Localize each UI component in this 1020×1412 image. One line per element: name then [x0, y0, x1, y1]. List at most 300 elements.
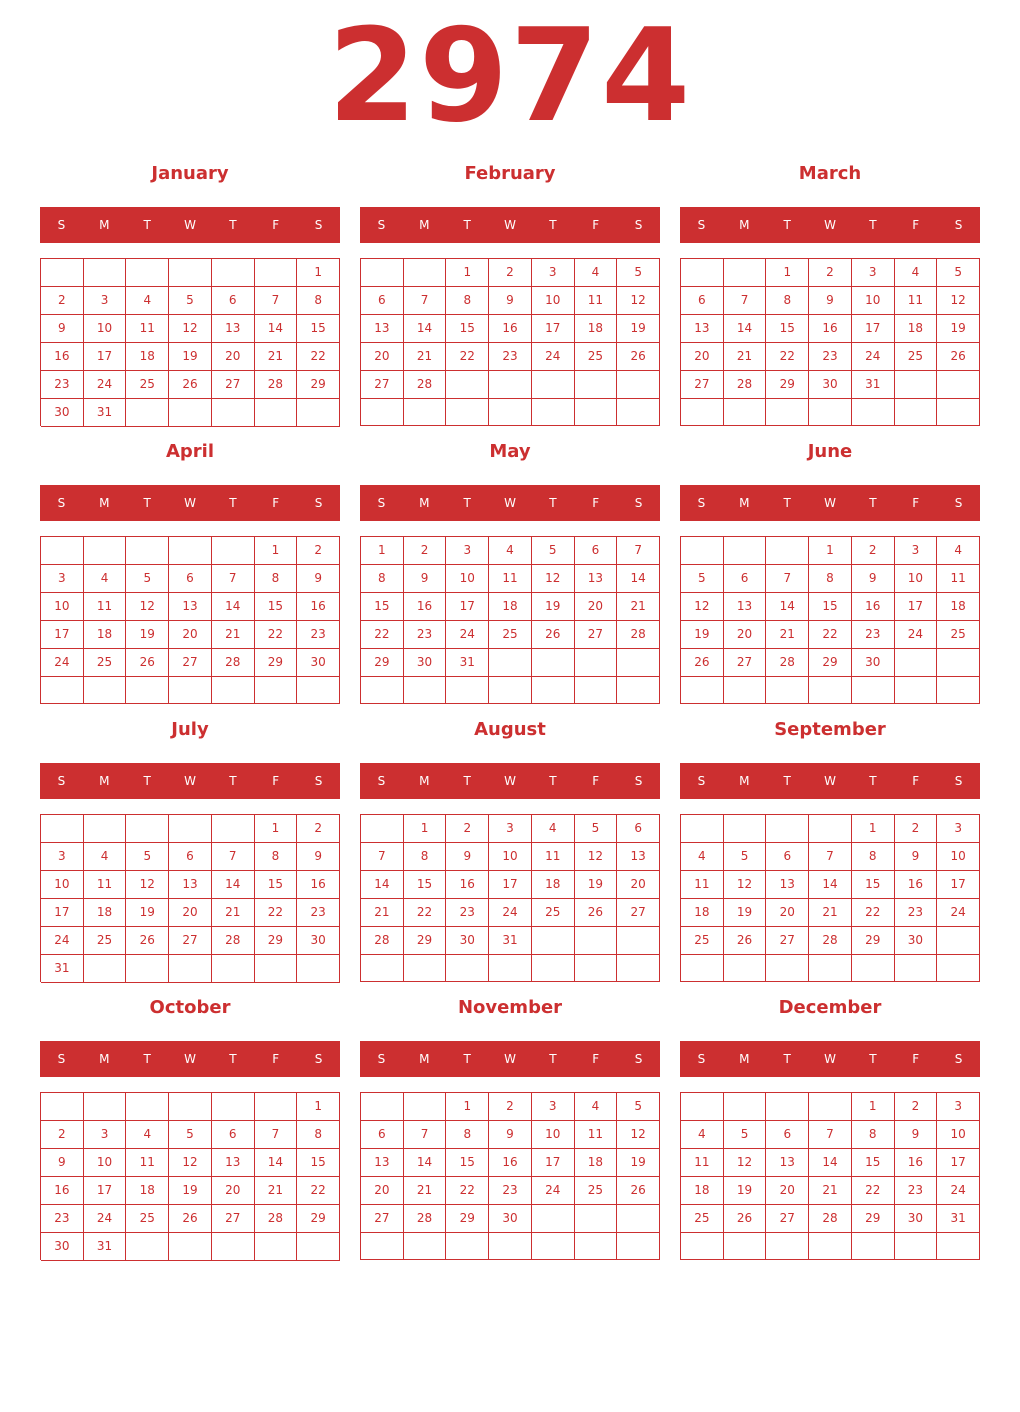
day-cell: 13: [361, 1149, 404, 1177]
empty-cell: [361, 815, 404, 843]
empty-cell: [297, 955, 340, 983]
day-cell: 7: [617, 537, 660, 565]
day-cell: 31: [446, 649, 489, 677]
day-cell: 11: [681, 1149, 724, 1177]
day-cell: 1: [297, 1093, 340, 1121]
day-cell: 3: [937, 815, 980, 843]
day-cell: 18: [126, 1177, 169, 1205]
weekday-label: T: [463, 1052, 471, 1066]
day-cell: 5: [724, 843, 767, 871]
day-cell: 17: [41, 621, 84, 649]
weekday-label: M: [419, 1052, 430, 1066]
day-cell: 11: [489, 565, 532, 593]
day-cell: 19: [681, 621, 724, 649]
empty-cell: [937, 371, 980, 399]
empty-cell: [532, 649, 575, 677]
empty-cell: [937, 1233, 980, 1260]
empty-cell: [617, 955, 660, 982]
weekday-label: S: [314, 774, 323, 788]
empty-cell: [937, 399, 980, 426]
day-cell: 19: [617, 1149, 660, 1177]
empty-cell: [766, 677, 809, 704]
empty-cell: [681, 537, 724, 565]
weekday-label: M: [99, 1052, 110, 1066]
empty-cell: [575, 1233, 618, 1260]
day-cell: 11: [84, 593, 127, 621]
day-cell: 28: [212, 927, 255, 955]
day-cell: 14: [766, 593, 809, 621]
empty-cell: [404, 1093, 447, 1121]
day-cell: 30: [895, 1205, 938, 1233]
day-cell: 20: [766, 1177, 809, 1205]
day-cell: 14: [809, 1149, 852, 1177]
day-cell: 19: [532, 593, 575, 621]
day-cell: 23: [297, 621, 340, 649]
day-cell: 8: [361, 565, 404, 593]
day-cell: 2: [41, 1121, 84, 1149]
empty-cell: [895, 677, 938, 704]
month-name: February: [464, 163, 556, 184]
day-cell: 28: [361, 927, 404, 955]
day-cell: 7: [809, 843, 852, 871]
day-cell: 14: [255, 1149, 298, 1177]
day-grid: [360, 1092, 660, 1260]
empty-cell: [446, 1233, 489, 1260]
day-cell: 21: [255, 343, 298, 371]
day-cell: 23: [809, 343, 852, 371]
day-cell: 10: [895, 565, 938, 593]
empty-cell: [84, 537, 127, 565]
empty-cell: [724, 677, 767, 704]
day-cell: 8: [852, 843, 895, 871]
day-cell: 25: [575, 343, 618, 371]
day-cell: 30: [404, 649, 447, 677]
empty-cell: [41, 815, 84, 843]
day-cell: 22: [852, 1177, 895, 1205]
empty-cell: [41, 537, 84, 565]
empty-cell: [255, 677, 298, 704]
day-cell: 27: [212, 1205, 255, 1233]
day-cell: 1: [852, 1093, 895, 1121]
day-cell: 24: [532, 1177, 575, 1205]
day-grid: [680, 536, 980, 704]
day-cell: 20: [681, 343, 724, 371]
day-cell: 14: [809, 871, 852, 899]
weekday-header: [360, 763, 660, 799]
empty-cell: [937, 955, 980, 982]
empty-cell: [84, 677, 127, 704]
day-cell: 9: [404, 565, 447, 593]
day-cell: 27: [575, 621, 618, 649]
day-cell: 15: [852, 1149, 895, 1177]
day-cell: 7: [404, 287, 447, 315]
month-name: June: [807, 441, 853, 462]
day-cell: 25: [681, 1205, 724, 1233]
day-cell: 26: [724, 927, 767, 955]
empty-cell: [255, 1093, 298, 1121]
day-cell: 31: [489, 927, 532, 955]
day-cell: 29: [852, 927, 895, 955]
day-cell: 17: [532, 315, 575, 343]
day-cell: 1: [446, 259, 489, 287]
empty-cell: [681, 259, 724, 287]
day-cell: 30: [809, 371, 852, 399]
empty-cell: [361, 677, 404, 704]
empty-cell: [681, 677, 724, 704]
day-cell: 9: [297, 843, 340, 871]
day-cell: 3: [41, 843, 84, 871]
day-cell: 4: [126, 1121, 169, 1149]
empty-cell: [575, 927, 618, 955]
day-cell: 29: [255, 927, 298, 955]
day-cell: 10: [852, 287, 895, 315]
day-cell: 28: [255, 371, 298, 399]
empty-cell: [169, 537, 212, 565]
day-cell: 9: [895, 843, 938, 871]
weekday-label: S: [57, 218, 66, 232]
day-cell: 15: [297, 315, 340, 343]
day-cell: 18: [126, 343, 169, 371]
day-cell: 16: [895, 871, 938, 899]
day-cell: 7: [809, 1121, 852, 1149]
day-cell: 8: [255, 565, 298, 593]
empty-cell: [895, 955, 938, 982]
day-cell: 15: [255, 593, 298, 621]
day-cell: 1: [255, 537, 298, 565]
empty-cell: [126, 1233, 169, 1261]
empty-cell: [126, 399, 169, 427]
day-cell: 6: [575, 537, 618, 565]
empty-cell: [297, 399, 340, 427]
day-cell: 16: [489, 1149, 532, 1177]
day-cell: 8: [852, 1121, 895, 1149]
weekday-label: F: [912, 774, 920, 788]
day-cell: 31: [41, 955, 84, 983]
day-cell: 14: [212, 593, 255, 621]
empty-cell: [169, 677, 212, 704]
weekday-label: T: [783, 218, 791, 232]
empty-cell: [361, 1093, 404, 1121]
weekday-label: T: [463, 774, 471, 788]
day-cell: 1: [809, 537, 852, 565]
day-cell: 25: [489, 621, 532, 649]
day-cell: 18: [532, 871, 575, 899]
month-name: May: [489, 441, 531, 462]
day-cell: 14: [617, 565, 660, 593]
day-cell: 8: [297, 1121, 340, 1149]
month-name: December: [778, 997, 882, 1018]
day-cell: 18: [489, 593, 532, 621]
day-cell: 22: [255, 899, 298, 927]
day-cell: 6: [169, 565, 212, 593]
day-cell: 2: [489, 259, 532, 287]
day-cell: 31: [937, 1205, 980, 1233]
empty-cell: [297, 1233, 340, 1261]
day-cell: 24: [937, 899, 980, 927]
weekday-label: S: [697, 1052, 706, 1066]
empty-cell: [212, 677, 255, 704]
weekday-label: S: [697, 218, 706, 232]
day-cell: 22: [446, 343, 489, 371]
weekday-label: F: [592, 1052, 600, 1066]
day-cell: 25: [937, 621, 980, 649]
day-cell: 19: [126, 899, 169, 927]
day-cell: 7: [404, 1121, 447, 1149]
weekday-label: M: [99, 774, 110, 788]
day-cell: 24: [446, 621, 489, 649]
empty-cell: [617, 1205, 660, 1233]
day-cell: 12: [724, 871, 767, 899]
day-cell: 16: [446, 871, 489, 899]
empty-cell: [489, 649, 532, 677]
day-cell: 15: [404, 871, 447, 899]
day-cell: 6: [766, 1121, 809, 1149]
day-cell: 5: [126, 843, 169, 871]
day-cell: 27: [766, 927, 809, 955]
empty-cell: [126, 1093, 169, 1121]
empty-cell: [126, 955, 169, 983]
day-cell: 24: [532, 343, 575, 371]
empty-cell: [446, 371, 489, 399]
day-cell: 6: [169, 843, 212, 871]
empty-cell: [169, 259, 212, 287]
empty-cell: [724, 537, 767, 565]
day-cell: 9: [895, 1121, 938, 1149]
empty-cell: [895, 399, 938, 426]
day-cell: 12: [724, 1149, 767, 1177]
day-cell: 16: [852, 593, 895, 621]
day-cell: 21: [404, 1177, 447, 1205]
empty-cell: [809, 677, 852, 704]
day-cell: 29: [446, 1205, 489, 1233]
weekday-label: S: [697, 774, 706, 788]
weekday-label: S: [377, 496, 386, 510]
day-grid: [360, 536, 660, 704]
empty-cell: [809, 955, 852, 982]
day-cell: 4: [937, 537, 980, 565]
day-cell: 23: [489, 1177, 532, 1205]
day-cell: 21: [724, 343, 767, 371]
day-cell: 26: [169, 1205, 212, 1233]
day-cell: 28: [404, 1205, 447, 1233]
day-cell: 17: [41, 899, 84, 927]
weekday-label: T: [143, 496, 151, 510]
day-cell: 3: [446, 537, 489, 565]
weekday-label: W: [184, 774, 196, 788]
day-cell: 14: [361, 871, 404, 899]
day-cell: 18: [681, 1177, 724, 1205]
empty-cell: [766, 537, 809, 565]
empty-cell: [489, 399, 532, 426]
day-cell: 24: [84, 1205, 127, 1233]
weekday-header: [680, 763, 980, 799]
day-cell: 26: [169, 371, 212, 399]
day-cell: 3: [84, 1121, 127, 1149]
weekday-label: M: [739, 496, 750, 510]
day-cell: 19: [937, 315, 980, 343]
day-cell: 21: [766, 621, 809, 649]
weekday-label: F: [592, 496, 600, 510]
day-cell: 20: [212, 1177, 255, 1205]
weekday-label: T: [783, 1052, 791, 1066]
day-cell: 8: [766, 287, 809, 315]
day-cell: 9: [41, 315, 84, 343]
day-cell: 27: [361, 1205, 404, 1233]
empty-cell: [212, 259, 255, 287]
weekday-label: F: [592, 218, 600, 232]
empty-cell: [532, 1233, 575, 1260]
weekday-label: T: [549, 218, 557, 232]
day-cell: 16: [404, 593, 447, 621]
empty-cell: [126, 815, 169, 843]
empty-cell: [404, 955, 447, 982]
weekday-label: S: [57, 496, 66, 510]
weekday-label: S: [314, 496, 323, 510]
day-cell: 27: [617, 899, 660, 927]
day-cell: 23: [895, 1177, 938, 1205]
day-cell: 3: [41, 565, 84, 593]
day-cell: 26: [724, 1205, 767, 1233]
day-cell: 17: [937, 871, 980, 899]
day-cell: 11: [575, 1121, 618, 1149]
day-cell: 3: [937, 1093, 980, 1121]
day-cell: 27: [766, 1205, 809, 1233]
day-cell: 13: [575, 565, 618, 593]
empty-cell: [126, 537, 169, 565]
day-cell: 25: [126, 371, 169, 399]
day-cell: 20: [169, 899, 212, 927]
weekday-header: [40, 207, 340, 243]
empty-cell: [617, 927, 660, 955]
day-cell: 21: [361, 899, 404, 927]
day-cell: 17: [937, 1149, 980, 1177]
weekday-label: S: [377, 1052, 386, 1066]
day-cell: 14: [404, 315, 447, 343]
day-cell: 27: [681, 371, 724, 399]
empty-cell: [809, 815, 852, 843]
day-cell: 16: [297, 593, 340, 621]
weekday-label: T: [549, 1052, 557, 1066]
weekday-label: S: [314, 218, 323, 232]
empty-cell: [895, 371, 938, 399]
day-cell: 30: [41, 1233, 84, 1261]
weekday-label: F: [272, 218, 280, 232]
day-cell: 14: [404, 1149, 447, 1177]
day-cell: 10: [84, 1149, 127, 1177]
weekday-label: S: [634, 218, 643, 232]
day-cell: 23: [852, 621, 895, 649]
weekday-label: S: [697, 496, 706, 510]
day-cell: 19: [126, 621, 169, 649]
weekday-header: [360, 485, 660, 521]
day-cell: 6: [724, 565, 767, 593]
empty-cell: [766, 955, 809, 982]
empty-cell: [681, 815, 724, 843]
day-cell: 12: [169, 1149, 212, 1177]
weekday-header: [680, 207, 980, 243]
weekday-label: S: [634, 496, 643, 510]
weekday-label: W: [824, 496, 836, 510]
day-cell: 18: [937, 593, 980, 621]
empty-cell: [84, 815, 127, 843]
empty-cell: [766, 1233, 809, 1260]
month-name: November: [457, 997, 563, 1018]
empty-cell: [446, 677, 489, 704]
day-cell: 22: [361, 621, 404, 649]
day-cell: 25: [895, 343, 938, 371]
empty-cell: [681, 1233, 724, 1260]
empty-cell: [809, 1093, 852, 1121]
day-cell: 1: [255, 815, 298, 843]
day-cell: 21: [255, 1177, 298, 1205]
day-cell: 31: [84, 1233, 127, 1261]
day-cell: 16: [297, 871, 340, 899]
day-cell: 10: [489, 843, 532, 871]
day-cell: 17: [895, 593, 938, 621]
empty-cell: [212, 955, 255, 983]
empty-cell: [937, 677, 980, 704]
day-cell: 13: [361, 315, 404, 343]
day-cell: 2: [895, 1093, 938, 1121]
weekday-label: T: [549, 774, 557, 788]
day-cell: 31: [852, 371, 895, 399]
day-cell: 11: [126, 315, 169, 343]
day-cell: 8: [446, 287, 489, 315]
day-cell: 16: [809, 315, 852, 343]
day-cell: 17: [852, 315, 895, 343]
day-cell: 25: [84, 649, 127, 677]
day-cell: 15: [297, 1149, 340, 1177]
empty-cell: [617, 399, 660, 426]
day-cell: 21: [212, 621, 255, 649]
day-cell: 13: [766, 1149, 809, 1177]
day-cell: 30: [297, 649, 340, 677]
day-cell: 4: [489, 537, 532, 565]
day-cell: 30: [297, 927, 340, 955]
day-cell: 8: [446, 1121, 489, 1149]
month-name: January: [151, 163, 229, 184]
month-name: September: [774, 719, 886, 740]
day-cell: 5: [169, 1121, 212, 1149]
weekday-header: [40, 485, 340, 521]
empty-cell: [681, 955, 724, 982]
day-cell: 28: [724, 371, 767, 399]
day-cell: 28: [809, 1205, 852, 1233]
day-cell: 18: [895, 315, 938, 343]
empty-cell: [937, 649, 980, 677]
day-grid: [40, 258, 340, 426]
day-cell: 17: [489, 871, 532, 899]
day-grid: [680, 1092, 980, 1260]
weekday-label: T: [549, 496, 557, 510]
weekday-header: [680, 485, 980, 521]
empty-cell: [724, 1233, 767, 1260]
day-grid: [360, 258, 660, 426]
day-cell: 4: [895, 259, 938, 287]
weekday-label: W: [184, 1052, 196, 1066]
day-cell: 15: [766, 315, 809, 343]
day-cell: 21: [809, 1177, 852, 1205]
weekday-label: M: [739, 774, 750, 788]
weekday-label: W: [504, 218, 516, 232]
day-cell: 17: [446, 593, 489, 621]
day-cell: 27: [361, 371, 404, 399]
empty-cell: [84, 955, 127, 983]
day-cell: 24: [937, 1177, 980, 1205]
day-cell: 13: [212, 315, 255, 343]
empty-cell: [532, 1205, 575, 1233]
weekday-label: W: [824, 218, 836, 232]
